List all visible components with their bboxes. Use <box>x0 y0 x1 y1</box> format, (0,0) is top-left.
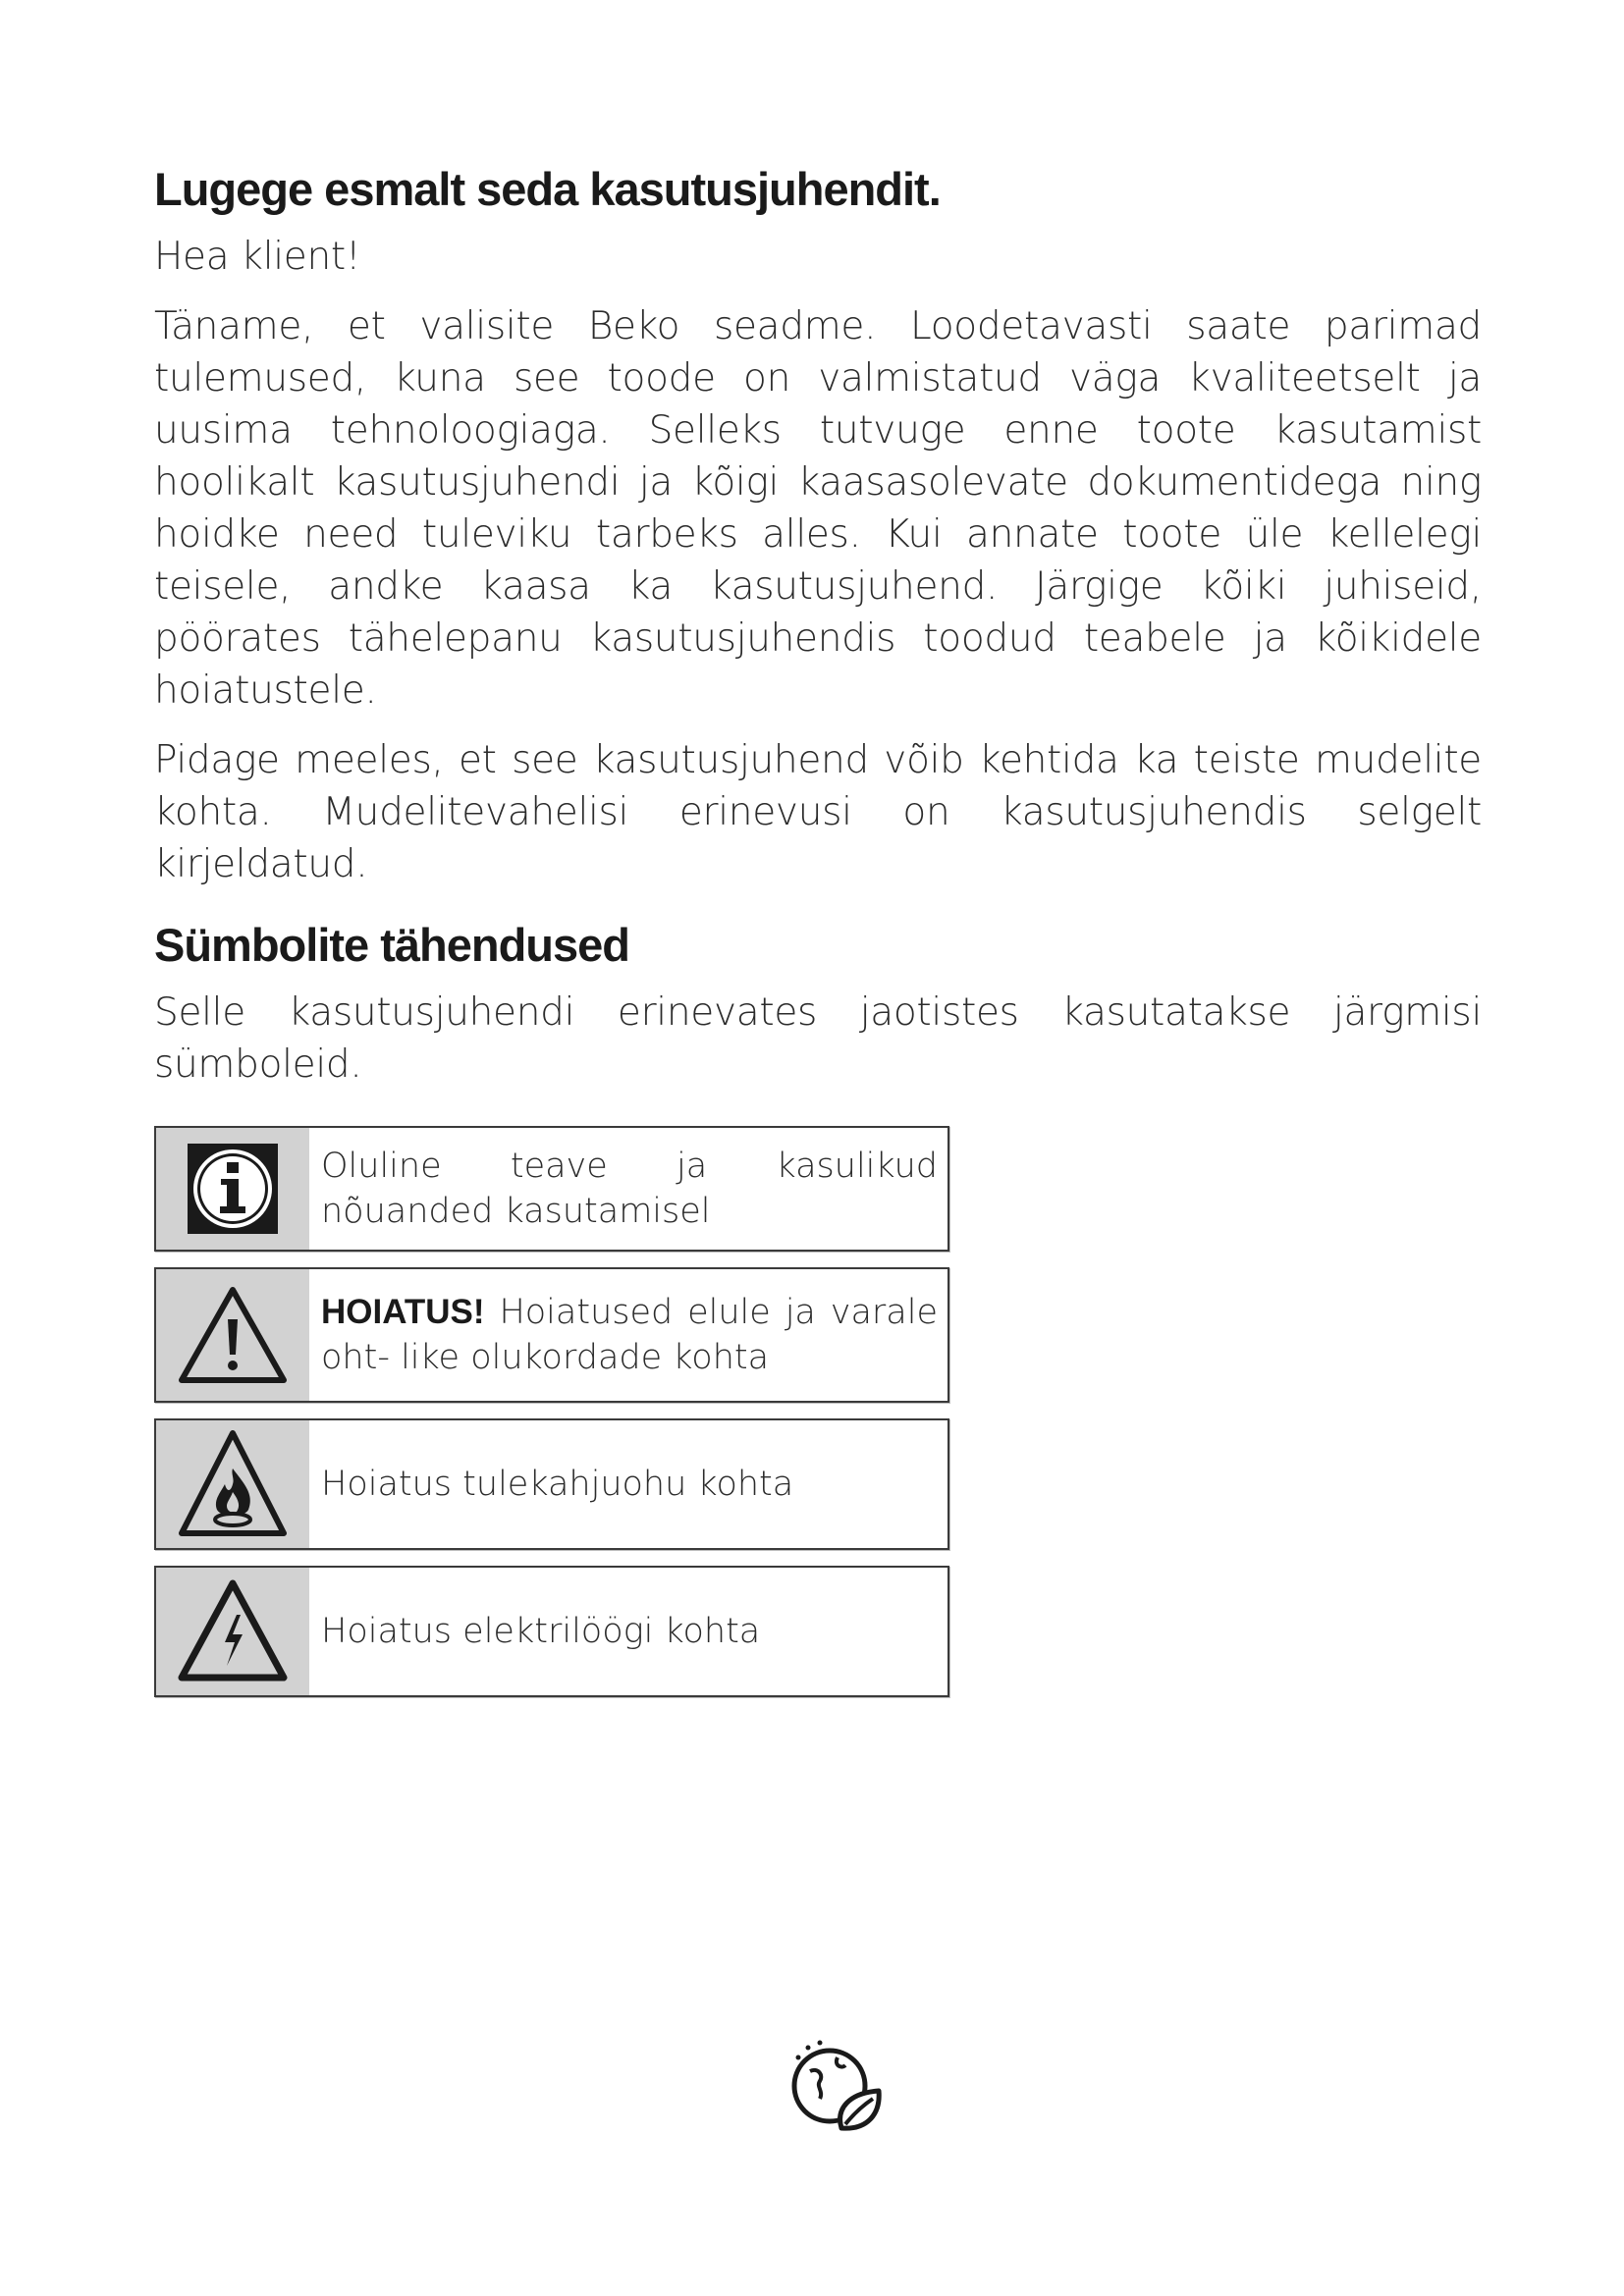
symbol-row-info <box>154 1126 949 1252</box>
greeting: Hea klient! <box>154 235 361 279</box>
symbols-intro: Selle kasutusjuhendi erinevates jaotistes kasutatakse järgmisi sümboleid. <box>154 990 1482 1087</box>
symbol-text-info-label: Oluline teave ja kasulikud nõuanded kasutamisel <box>321 1147 938 1231</box>
symbol-text-fire <box>309 1420 947 1548</box>
symbol-text-warning <box>309 1269 947 1401</box>
electric-shock-icon <box>156 1568 309 1695</box>
symbol-text-electric-label: Hoiatus elektrilöögi kohta <box>321 1612 761 1651</box>
symbol-row-electric <box>154 1566 949 1697</box>
info-icon <box>156 1128 309 1250</box>
symbols-heading: Sümbolite tähendused <box>154 919 629 971</box>
symbol-text-info <box>309 1128 947 1250</box>
page-content <box>154 162 1482 1713</box>
warning-label: HOIATUS! <box>321 1293 485 1331</box>
symbol-text-warning-label: Hoiatused elule ja varale oht- like olukordade kohta <box>321 1293 938 1377</box>
symbol-text-electric <box>309 1568 947 1695</box>
eco-globe-leaf-icon <box>781 2032 889 2140</box>
fire-hazard-icon <box>156 1420 309 1548</box>
page-title: Lugege esmalt seda kasutusjuhendit. <box>154 163 941 215</box>
symbol-text-fire-label: Hoiatus tulekahjuohu kohta <box>321 1465 794 1504</box>
symbol-row-warning <box>154 1267 949 1403</box>
models-paragraph: Pidage meeles, et see kasutusjuhend võib kehtida ka teiste mudelite kohta. Mudelitevahelisi erinevusi on kasutusjuhendis selgelt kirjeldatud. <box>154 738 1482 886</box>
warning-icon <box>156 1269 309 1401</box>
intro-paragraph: Täname, et valisite Beko seadme. Loodetavasti saate parimad tulemused, kuna see toode on valmistatud väga kvaliteetselt ja uusima tehnoloogiaga. Selleks tutvuge enne toote kasutamist hoolikalt kasutusjuhendi ja kõigi kaasasolevate dokumentidega ning hoidke need tuleviku tarbeks alles. Kui annate toote üle kellelegi teisele, andke kaasa ka kasutusjuhend. Järgige kõiki juhiseid, pöörates tähelepanu kasutusjuhendis toodud teabele ja kõikidele hoiatustele. <box>154 304 1482 713</box>
symbol-row-fire <box>154 1418 949 1550</box>
symbols-table <box>154 1126 949 1697</box>
